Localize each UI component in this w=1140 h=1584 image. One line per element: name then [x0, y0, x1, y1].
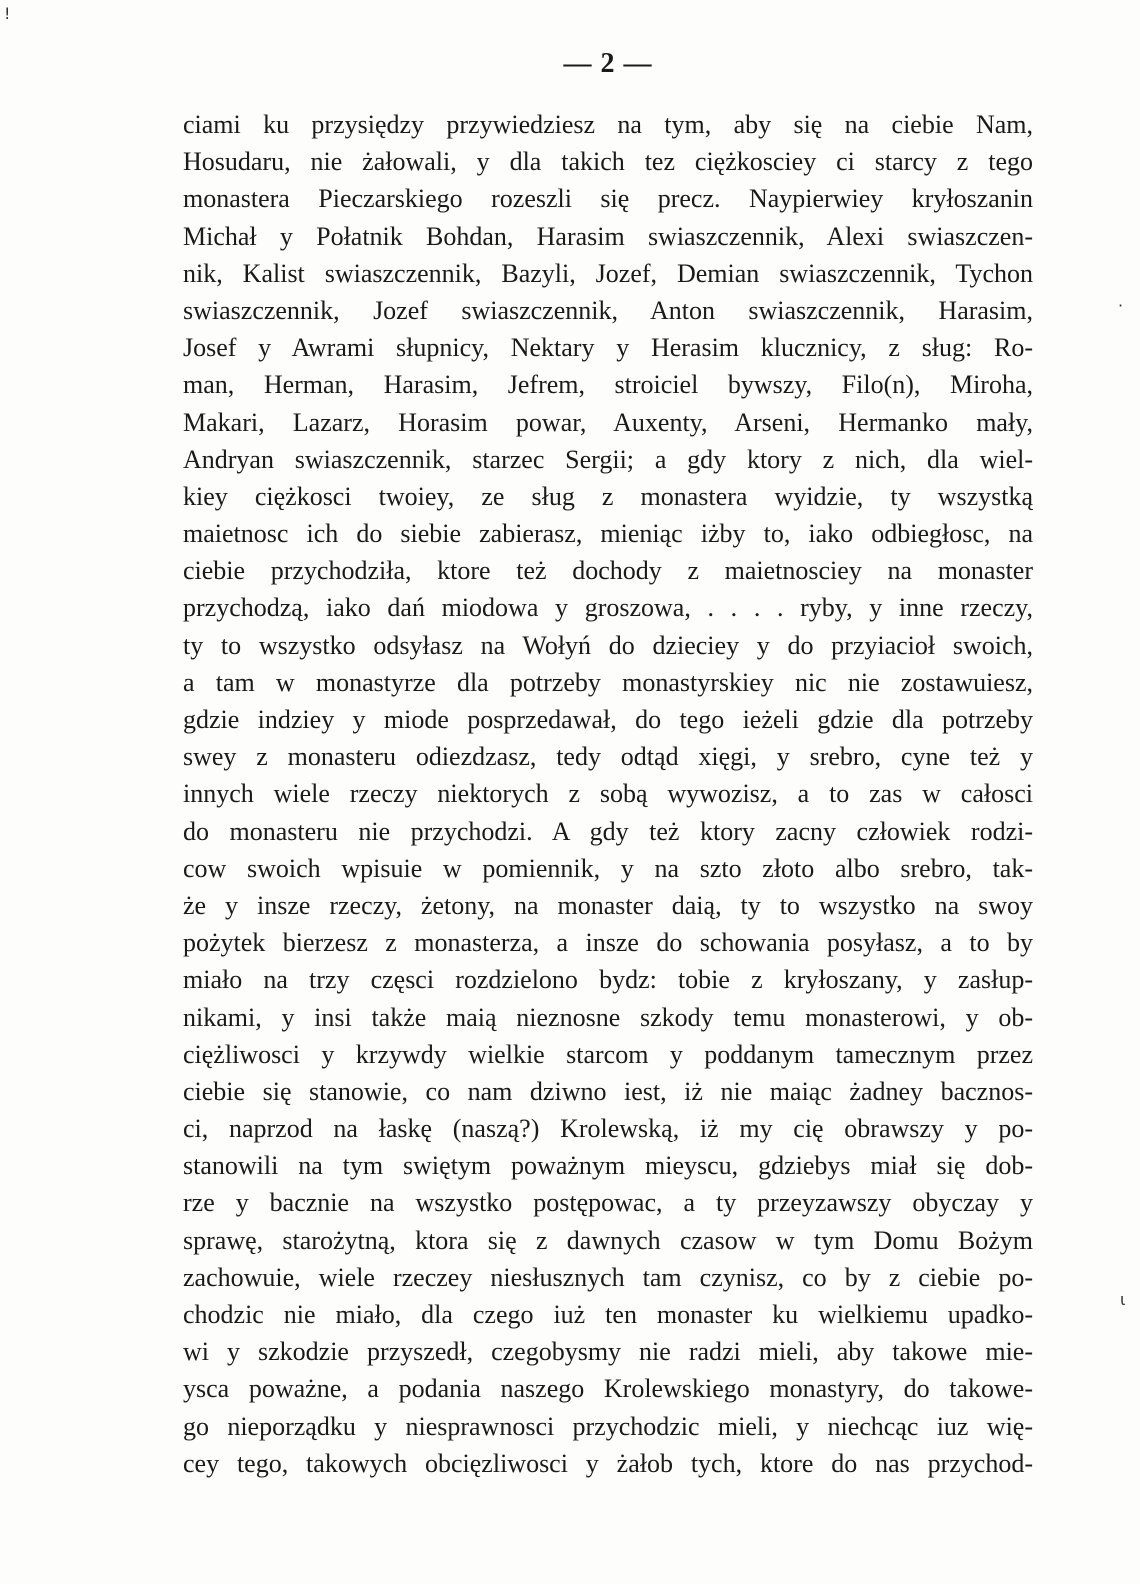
text-line: ciebie się stanowie, co nam dziwno iest, iż nie maiąc żadney bacznos- — [183, 1076, 1033, 1106]
text-line: cow swoich wpisuie w pomiennik, y na szto złoto albo srebro, tak- — [183, 853, 1033, 883]
margin-mark: ! — [4, 4, 11, 23]
margin-mark: · — [1118, 296, 1124, 315]
text-line: przychodzą, iako dań miodowa y groszowa, . . . . ryby, y inne rzeczy, — [183, 593, 1033, 623]
text-line: stanowili na tym swiętym poważnym mieyscu, gdziebys miał się dob- — [183, 1151, 1033, 1181]
text-line: rze y bacznie na wszystko postępowac, a ty przeyzawszy obyczay y — [183, 1188, 1033, 1218]
text-line: wi y szkodzie przyszedł, czegobysmy nie radzi mieli, aby takowe mie- — [183, 1337, 1033, 1367]
text-line: Hosudaru, nie żałowali, y dla takich tez ciężkosciey ci starcy z tego — [183, 147, 1033, 177]
text-line: ciężliwosci y krzywdy wielkie starcom y poddanym tamecznym przez — [183, 1039, 1033, 1069]
text-line: Josef y Awrami słupnicy, Nektary y Herasim klucznicy, z sług: Ro- — [183, 333, 1033, 363]
text-line: ci, naprzod na łaskę (naszą?) Krolewską, iż my cię obrawszy y po- — [183, 1114, 1033, 1144]
text-line: ciebie przychodziła, ktore też dochody z maietnosciey na monaster — [183, 556, 1033, 586]
text-line: pożytek bierzesz z monasterza, a insze do schowania posyłasz, a to by — [183, 928, 1033, 958]
text-line: maietnosc ich do siebie zabierasz, mieniąc iżby to, iako odbiegłosc, na — [183, 519, 1033, 549]
text-line: sprawę, starożytną, ktora się z dawnych czasow w tym Domu Bożym — [183, 1225, 1033, 1255]
text-line: gdzie indziey y miode posprzedawał, do tego ieżeli gdzie dla potrzeby — [183, 705, 1033, 734]
text-line: nik, Kalist swiaszczennik, Bazyli, Jozef, Demian swiaszczennik, Tychon — [183, 258, 1033, 288]
text-line: ysca poważne, a podania naszego Krolewskiego monastyry, do takowe- — [183, 1374, 1033, 1404]
text-line: innych wiele rzeczy niektorych z sobą wywozisz, a to zas w całosci — [183, 779, 1033, 809]
page-number: — 2 — — [563, 48, 653, 79]
text-line: ciami ku przysiędzy przywiedziesz na tym, aby się na ciebie Nam, — [183, 110, 1033, 139]
margin-mark: ι — [1120, 1290, 1126, 1309]
text-line: Michał y Połatnik Bohdan, Harasim swiaszczennik, Alexi swiaszczen- — [183, 221, 1033, 251]
text-line: chodzic nie miało, dla czego iuż ten monaster ku wielkiemu upadko- — [183, 1300, 1033, 1329]
text-line: że y insze rzeczy, żetony, na monaster daią, ty to wszystko na swoy — [183, 890, 1033, 920]
text-line: Andryan swiaszczennik, starzec Sergii; a gdy ktory z nich, dla wiel- — [183, 444, 1033, 474]
text-line: zachowuie, wiele rzeczey niesłusznych tam czynisz, co by z ciebie po- — [183, 1262, 1033, 1292]
text-line: do monasteru nie przychodzi. A gdy też ktory zacny człowiek rodzi- — [183, 816, 1033, 846]
text-line: nikami, y insi także maią nieznosne szkody temu monasterowi, y ob- — [183, 1002, 1033, 1032]
text-line: a tam w monastyrze dla potrzeby monastyrskiey nic nie zostawuiesz, — [183, 667, 1033, 697]
text-line: man, Herman, Harasim, Jefrem, stroiciel bywszy, Filo(n), Miroha, — [183, 370, 1033, 400]
text-line: go nieporządku y niesprawnosci przychodzic mieli, y niechcąc iuz wię- — [183, 1411, 1033, 1441]
body-text — [183, 106, 1033, 1482]
text-line: swey z monasteru odiezdzasz, tedy odtąd xięgi, y srebro, cyne też y — [183, 742, 1033, 772]
text-line: ty to wszystko odsyłasz na Wołyń do dzieciey y do przyiacioł swoich, — [183, 630, 1033, 660]
text-line: swiaszczennik, Jozef swiaszczennik, Anton swiaszczennik, Harasim, — [183, 295, 1033, 325]
text-line: kiey ciężkosci twoiey, ze sług z monastera wyidzie, ty wszystką — [183, 481, 1033, 511]
text-line: cey tego, takowych obcięzliwosci y żałob tych, ktore do nas przychod- — [183, 1448, 1033, 1478]
text-line: Makari, Lazarz, Horasim powar, Auxenty, Arseni, Hermanko mały, — [183, 407, 1033, 437]
text-line: monastera Pieczarskiego rozeszli się precz. Naypierwiey kryłoszanin — [183, 184, 1033, 214]
text-line: miało na trzy częsci rozdzielono bydz: tobie z kryłoszany, y zasłup- — [183, 965, 1033, 995]
